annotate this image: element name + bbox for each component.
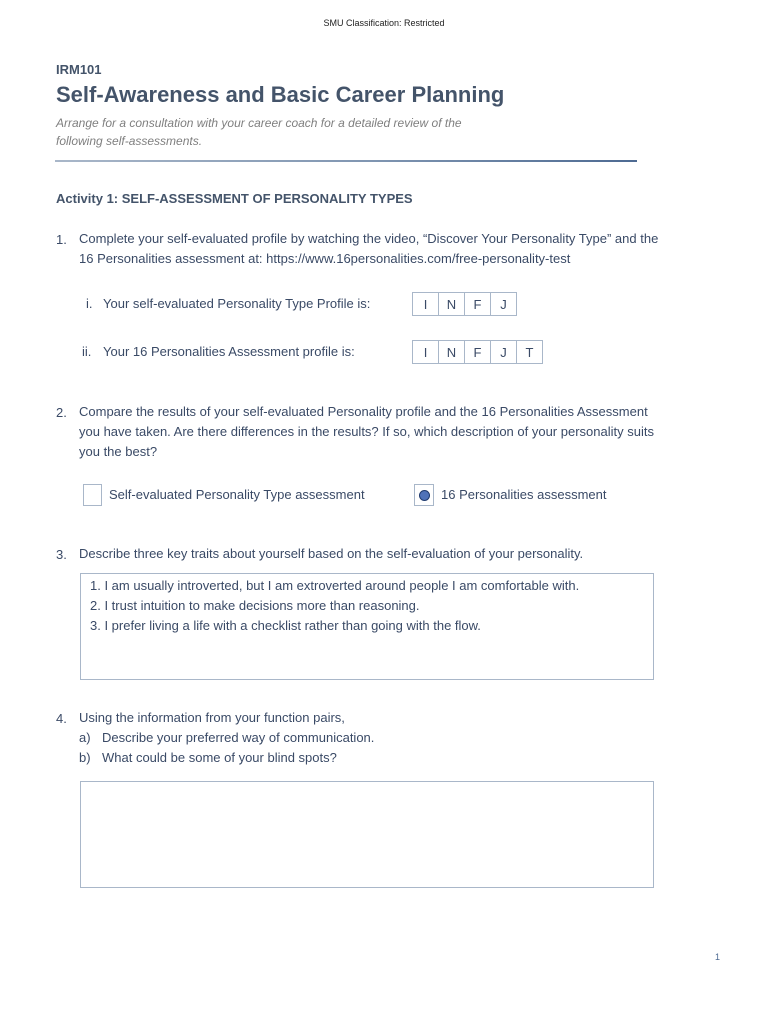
part-label: b) — [79, 750, 91, 765]
question-line: Complete your self-evaluated profile by watching the video, “Discover Your Personality Type” and the — [79, 231, 659, 246]
letter-box[interactable]: F — [465, 293, 491, 315]
question-2-text — [79, 402, 654, 462]
letter-box[interactable]: I — [413, 341, 439, 363]
letter-box[interactable]: I — [413, 293, 439, 315]
selected-dot-icon — [419, 490, 430, 501]
question-4-text: Using the information from your function pairs, — [79, 710, 345, 725]
part-label: a) — [79, 730, 91, 745]
answer-line: 3. I prefer living a life with a checklist rather than going with the flow. — [90, 618, 481, 633]
answer-line: 2. I trust intuition to make decisions more than reasoning. — [90, 598, 420, 613]
answer-line: 1. I am usually introverted, but I am extroverted around people I am comfortable with. — [90, 578, 580, 593]
question-number: 1. — [56, 232, 67, 247]
self-profile-label: Your self-evaluated Personality Type Profile is: — [103, 296, 371, 311]
question-number: 4. — [56, 711, 67, 726]
16p-profile-letter-boxes — [412, 340, 543, 364]
subtitle-line: following self-assessments. — [56, 134, 203, 148]
question-number: 2. — [56, 405, 67, 420]
letter-box[interactable]: F — [465, 341, 491, 363]
question-3-text: Describe three key traits about yourself based on the self-evaluation of your personality. — [79, 546, 584, 561]
sub-numeral: ii. — [82, 344, 92, 359]
sub-numeral: i. — [86, 296, 93, 311]
question-line: you have taken. Are there differences in the results? If so, which description of your personality suits — [79, 424, 654, 439]
communication-answer-box[interactable] — [80, 781, 654, 888]
classification-label: SMU Classification: Restricted — [323, 18, 445, 28]
self-profile-letter-boxes — [412, 292, 517, 316]
traits-answer-box[interactable] — [80, 573, 654, 680]
16p-option-label: 16 Personalities assessment — [441, 487, 607, 502]
16p-profile-label: Your 16 Personalities Assessment profile is: — [103, 344, 355, 359]
self-evaluated-option-label: Self-evaluated Personality Type assessment — [109, 487, 365, 502]
activity-heading: Activity 1: SELF-ASSESSMENT OF PERSONALITY TYPES — [56, 191, 413, 206]
question-1-text — [79, 229, 658, 269]
16p-option-selector[interactable] — [414, 484, 434, 506]
letter-box[interactable]: J — [491, 341, 517, 363]
course-code: IRM101 — [56, 62, 102, 77]
letter-box[interactable]: N — [439, 293, 465, 315]
self-evaluated-checkbox[interactable] — [83, 484, 102, 506]
part-a-text: Describe your preferred way of communication. — [102, 730, 375, 745]
subtitle — [56, 114, 516, 150]
subtitle-line: Arrange for a consultation with your career coach for a detailed review of the — [56, 116, 462, 130]
letter-box[interactable]: N — [439, 341, 465, 363]
letter-box[interactable]: T — [525, 344, 534, 360]
question-number: 3. — [56, 547, 67, 562]
question-line: 16 Personalities assessment at: https://www.16personalities.com/free-personality-test — [79, 251, 571, 266]
page-number: 1 — [715, 952, 721, 962]
question-line: you the best? — [79, 444, 158, 459]
question-line: Compare the results of your self-evaluated Personality profile and the 16 Personalities Assessment — [79, 404, 648, 419]
page-title: Self-Awareness and Basic Career Planning — [56, 82, 505, 107]
part-b-text: What could be some of your blind spots? — [102, 750, 337, 765]
title-divider — [55, 160, 637, 162]
letter-box[interactable]: J — [500, 296, 507, 312]
